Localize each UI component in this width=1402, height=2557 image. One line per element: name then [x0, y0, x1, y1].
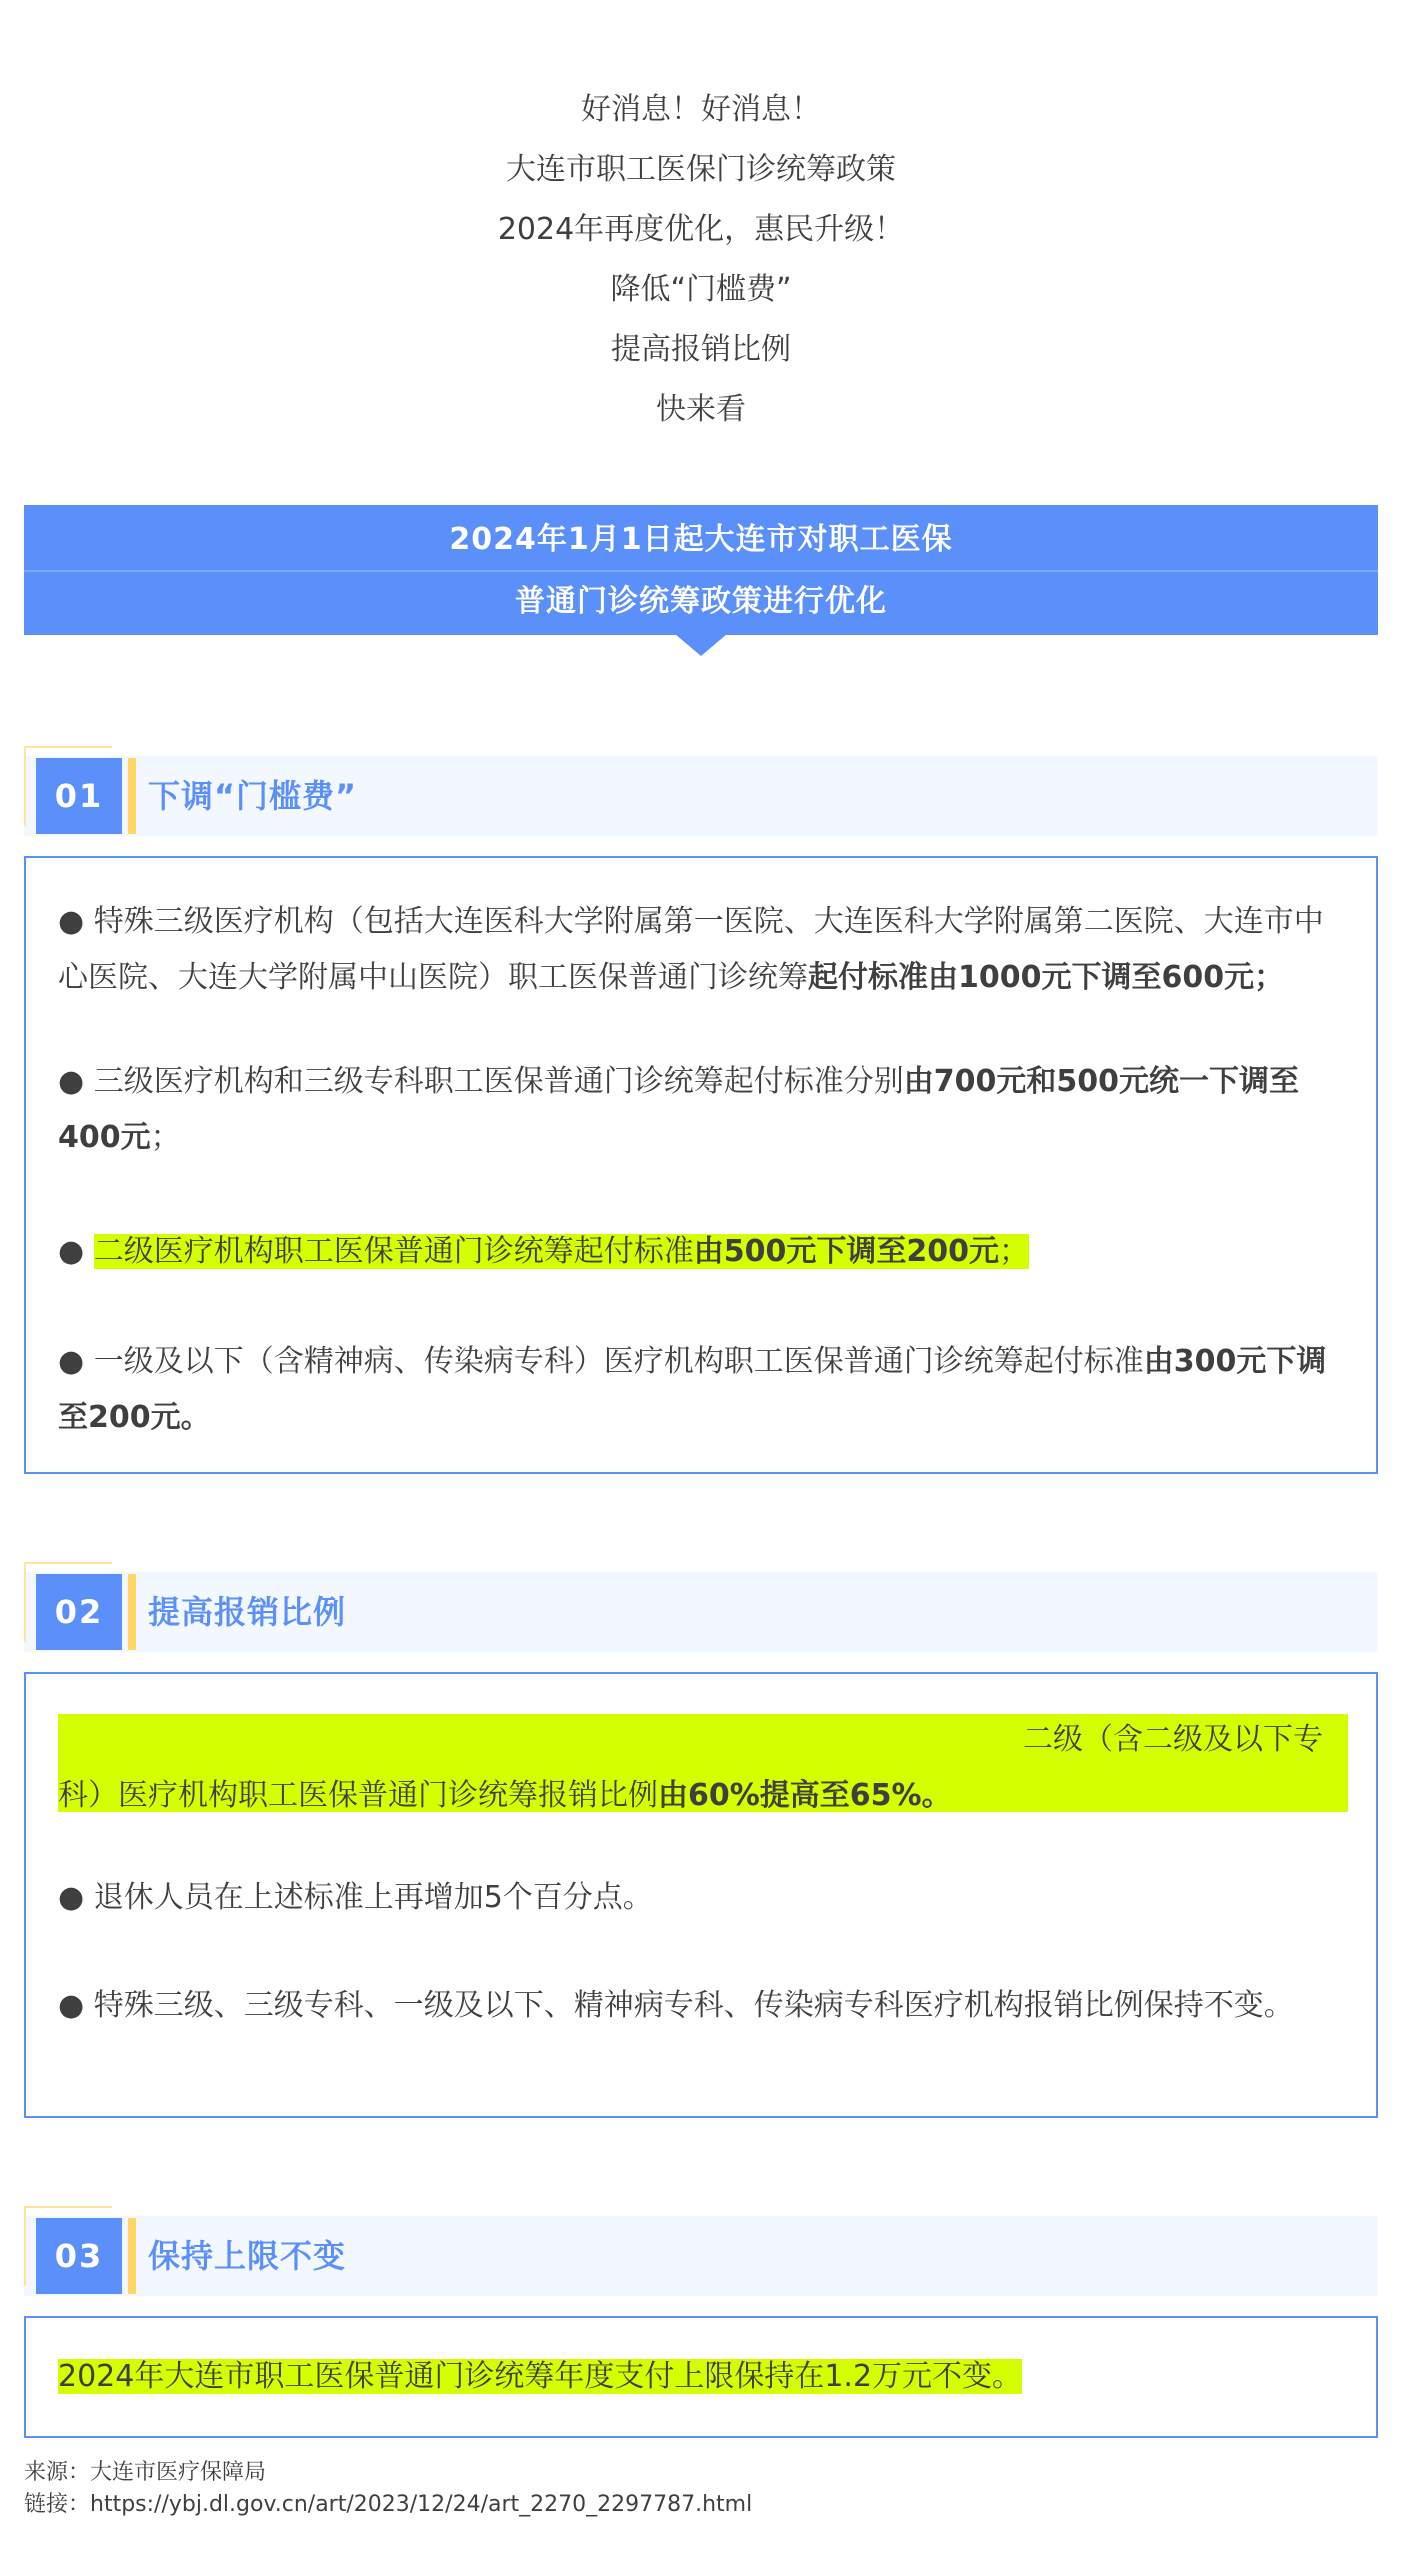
section-body-02	[24, 1672, 1378, 2118]
policy-item-highlighted: ● 二级医疗机构职工医保普通门诊统筹起付标准由500元下调至200元；	[58, 1234, 1029, 1269]
section-header-02	[24, 1572, 1378, 1652]
intro-line: 2024年再度优化，惠民升级！	[497, 212, 905, 247]
section-body-03	[24, 2316, 1378, 2438]
intro-line: 好消息！好消息！	[581, 92, 821, 127]
intro-line: 降低“门槛费”	[610, 272, 792, 307]
policy-item: ● 退休人员在上述标准上再增加5个百分点。	[58, 1880, 653, 1915]
section-body-01	[24, 856, 1378, 1474]
section-title: 提高报销比例	[148, 1593, 347, 1631]
banner-pointer-icon	[675, 634, 727, 656]
section-header-03	[24, 2216, 1378, 2296]
section-number: 01	[36, 758, 122, 834]
section-header-01	[24, 756, 1378, 836]
policy-item: ● 一级及以下（含精神病、传染病专科）医疗机构职工医保普通门诊统筹起付标准由300元下调至200元。	[58, 1344, 1327, 1435]
section-accent-bar	[128, 2218, 136, 2294]
intro-line: 快来看	[656, 392, 746, 427]
banner-divider	[24, 570, 1378, 572]
policy-item-highlighted: 二级（含二级及以下专科）医疗机构职工医保普通门诊统筹报销比例由60%提高至65%。	[58, 1722, 1323, 1813]
policy-banner	[24, 505, 1378, 635]
banner-line-2: 普通门诊统筹政策进行优化	[515, 584, 887, 619]
source-link[interactable]: 链接：https://ybj.dl.gov.cn/art/2023/12/24/art_2270_2297787.html	[24, 2492, 753, 2517]
section-number: 02	[36, 1574, 122, 1650]
policy-item: ● 特殊三级、三级专科、一级及以下、精神病专科、传染病专科医疗机构报销比例保持不变。	[58, 1988, 1294, 2023]
policy-item-highlighted: 2024年大连市职工医保普通门诊统筹年度支付上限保持在1.2万元不变。	[58, 2359, 1023, 2394]
section-title: 保持上限不变	[148, 2237, 347, 2275]
section-accent-bar	[128, 758, 136, 834]
source-text: 来源：大连市医疗保障局	[24, 2460, 267, 2485]
intro-line: 提高报销比例	[611, 332, 791, 367]
section-number: 03	[36, 2218, 122, 2294]
intro-block	[0, 80, 1402, 440]
section-accent-bar	[128, 1574, 136, 1650]
intro-line: 大连市职工医保门诊统筹政策	[506, 152, 896, 187]
policy-item: ● 特殊三级医疗机构（包括大连医科大学附属第一医院、大连医科大学附属第二医院、大连市中心医院、大连大学附属中山医院）职工医保普通门诊统筹起付标准由1000元下调至600元；	[58, 904, 1324, 995]
policy-item: ● 三级医疗机构和三级专科职工医保普通门诊统筹起付标准分别由700元和500元统一下调至400元；	[58, 1064, 1299, 1155]
banner-line-1: 2024年1月1日起大连市对职工医保	[449, 522, 953, 557]
section-title: 下调“门槛费”	[148, 777, 358, 815]
